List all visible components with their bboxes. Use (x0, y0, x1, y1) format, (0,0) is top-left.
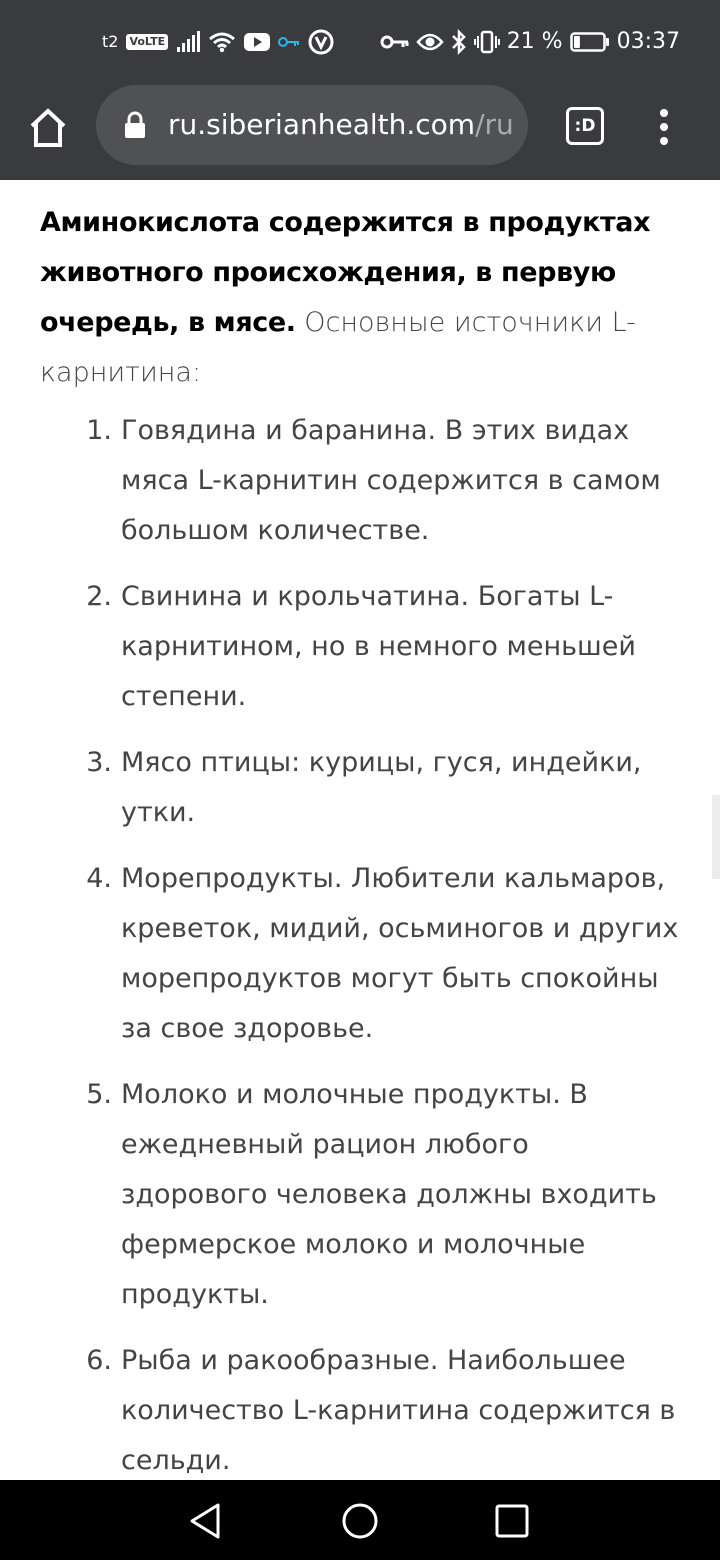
list-item-number: 5. (86, 1079, 112, 1110)
battery-percent: 21 % (506, 29, 563, 54)
vibrate-icon (474, 30, 500, 54)
key-icon (381, 34, 409, 50)
list-item-text: Рыба и ракообразные. Наибольшее количество L-карнитина содержится в сельди. (121, 1345, 676, 1476)
signal-icon (176, 31, 200, 53)
wifi-icon (208, 31, 236, 53)
list-item-number: 1. (86, 415, 112, 446)
list-item (0, 738, 720, 838)
home-nav-button[interactable] (340, 1501, 380, 1541)
status-bar-right (381, 26, 680, 58)
navigation-bar (0, 1480, 720, 1560)
more-vert-icon-dot (660, 123, 668, 131)
recents-button[interactable] (492, 1501, 532, 1541)
list-item-number: 2. (86, 581, 112, 612)
home-button[interactable] (28, 106, 68, 150)
lock-icon (124, 111, 146, 143)
address-bar[interactable] (96, 85, 528, 165)
url-path: /ru (475, 108, 514, 141)
list-item (0, 1070, 720, 1320)
url-domain: ru.siberianhealth.com (168, 108, 476, 141)
tab-switcher-button[interactable]: :D (566, 107, 604, 145)
page-content[interactable] (0, 180, 720, 1480)
back-triangle-icon (186, 1501, 226, 1541)
list-item (0, 406, 720, 556)
list-item-number: 6. (86, 1345, 112, 1376)
browser-menu-button[interactable] (654, 106, 674, 150)
youtube-icon (244, 32, 270, 52)
clock: 03:37 (616, 29, 680, 54)
bluetooth-icon (451, 29, 467, 55)
list-item-number: 4. (86, 863, 112, 894)
list-item-text: Говядина и баранина. В этих видах мяса L-карнитин содержится в самом большом количестве. (121, 415, 661, 546)
list-item-text: Свинина и крольчатина. Богаты L-карнитином, но в немного меньшей степени. (121, 581, 636, 712)
list-item-text: Морепродукты. Любители кальмаров, креветок, мидий, осьминогов и других морепродуктов могут быть спокойны за свое здоровье. (121, 863, 679, 1044)
list-item (0, 854, 720, 1054)
browser-toolbar (0, 84, 720, 180)
article-intro (40, 198, 690, 398)
vpn-icon (308, 29, 334, 55)
sources-list (0, 406, 720, 1568)
home-icon (28, 106, 68, 150)
intro-bold-text: Аминокислота содержится в продуктах животного происхождения, в первую очередь, в мясе. (40, 207, 651, 338)
carrier-label: t2 (102, 32, 119, 51)
recents-square-icon (492, 1501, 532, 1541)
url-text (168, 105, 514, 145)
volte-badge: VoLTE (126, 34, 168, 50)
more-vert-icon-dot (660, 137, 668, 145)
more-vert-icon-dot (660, 109, 668, 117)
list-item-number: 3. (86, 747, 112, 778)
home-circle-icon (340, 1501, 380, 1541)
status-bar-left (102, 26, 334, 58)
key-icon (278, 35, 300, 49)
back-button[interactable] (186, 1501, 226, 1541)
scrollbar[interactable] (712, 795, 720, 879)
list-item-text: Мясо птицы: курицы, гуся, индейки, утки. (121, 747, 642, 828)
list-item (0, 572, 720, 722)
intro-regular-text: Основные источники L-карнитина: (40, 307, 636, 388)
list-item-text: Молоко и молочные продукты. В ежедневный рацион любого здорового человека должны входить фермерское молоко и молочные продукты. (121, 1079, 657, 1310)
battery-icon (570, 31, 610, 53)
eye-icon (416, 32, 444, 52)
list-item (0, 1336, 720, 1486)
status-bar (0, 0, 720, 84)
